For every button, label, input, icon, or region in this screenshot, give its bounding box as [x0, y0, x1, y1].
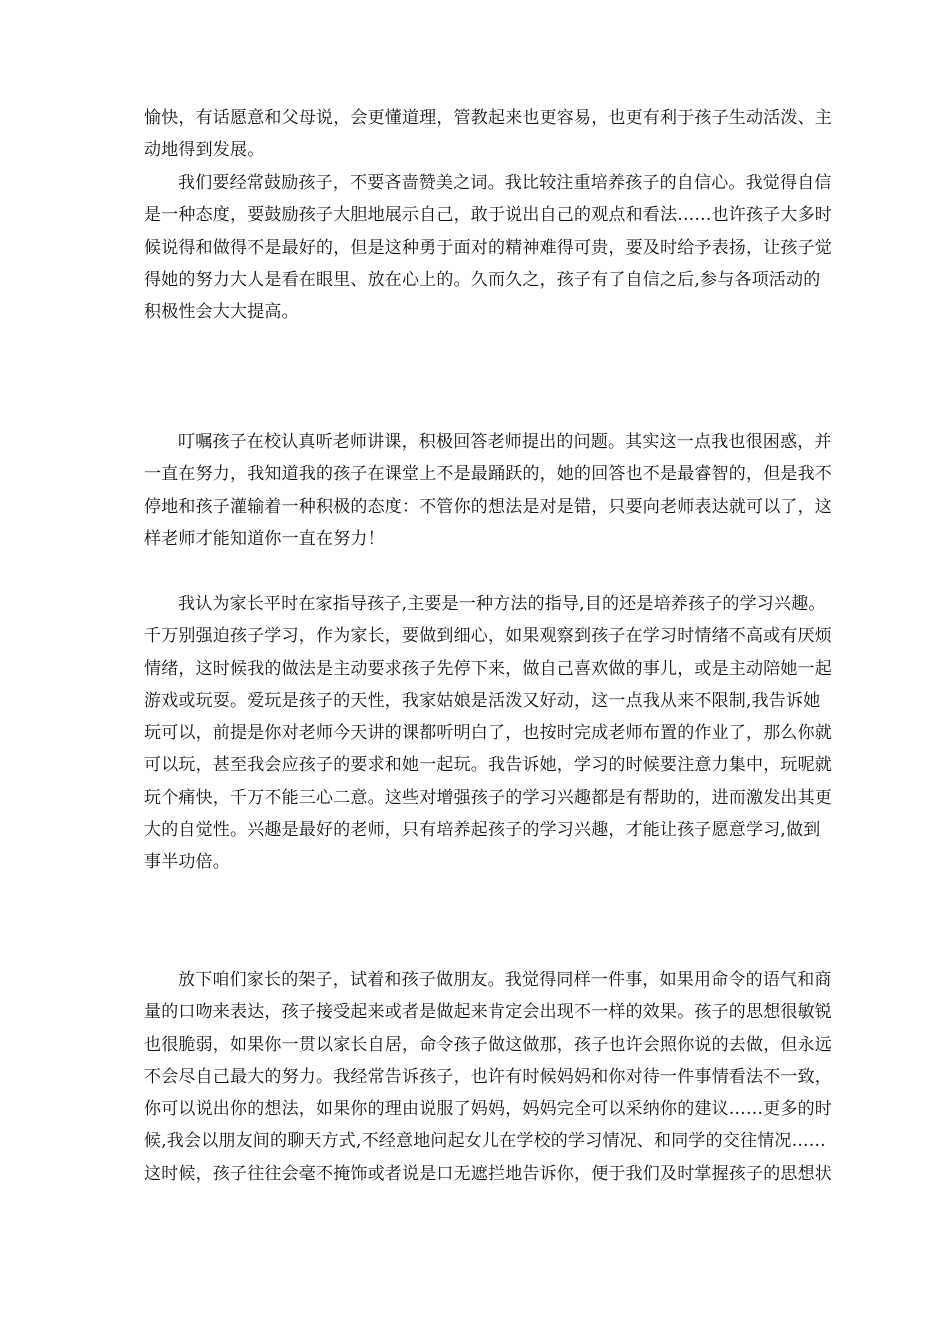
text-line: 玩个痛快，千万不能三心二意。这些对增强孩子的学习兴趣都是有帮助的，进而激发出其更	[144, 787, 832, 808]
text-line: 情绪，这时候我的做法是主动要求孩子先停下来，做自己喜欢做的事儿，或是主动陪她一起	[144, 658, 832, 679]
paragraph-2	[144, 167, 832, 328]
text-line: 一直在努力，我知道我的孩子在课堂上不是最踊跃的，她的回答也不是最睿智的，但是我不	[144, 464, 832, 485]
text-line: 我们要经常鼓励孩子，不要吝啬赞美之词。我比较注重培养孩子的自信心。我觉得自信	[178, 173, 832, 193]
text-line: 放下咱们家长的架子，试着和孩子做朋友。我觉得同样一件事，如果用命令的语气和商	[178, 970, 832, 990]
text-line: 这时候，孩子往往会毫不掩饰或者说是口无遮拦地告诉你，便于我们及时掌握孩子的思想状	[144, 1163, 832, 1184]
text-line: 叮嘱孩子在校认真听老师讲课，积极回答老师提出的问题。其实这一点我也很困惑，并	[178, 432, 832, 452]
text-line: 是一种态度，要鼓励孩子大胆地展示自己，敢于说出自己的观点和看法……也许孩子大多时	[144, 205, 832, 226]
text-line: 样老师才能知道你一直在努力！	[144, 528, 385, 549]
text-line: 我认为家长平时在家指导孩子,主要是一种方法的指导,目的还是培养孩子的学习兴趣。	[178, 594, 826, 614]
text-line: 积极性会大大提高。	[144, 302, 299, 323]
text-line: 动地得到发展。	[144, 140, 265, 161]
text-line: 停地和孩子灌输着一种积极的态度：不管你的想法是对是错，只要向老师表达就可以了，这	[144, 496, 832, 517]
text-line: 量的口吻来表达，孩子接受起来或者是做起来肯定会出现不一样的效果。孩子的思想很敏锐	[144, 1002, 832, 1023]
text-line: 你可以说出你的想法，如果你的理由说服了妈妈，妈妈完全可以采纳你的建议……更多的时	[144, 1099, 832, 1120]
text-line: 愉快，有话愿意和父母说，会更懂道理，管教起来也更容易，也更有利于孩子生动活泼、主	[144, 108, 832, 128]
text-line: 大的自觉性。兴趣是最好的老师，只有培养起孩子的学习兴趣，才能让孩子愿意学习,做到	[144, 820, 821, 841]
text-line: 候说得和做得不是最好的，但是这种勇于面对的精神难得可贵，要及时给予表扬，让孩子觉	[144, 237, 832, 258]
paragraph-1	[144, 102, 832, 167]
text-line: 也很脆弱，如果你一贯以家长自居，命令孩子做这做那，孩子也许会照你说的去做，但永远	[144, 1034, 832, 1055]
text-line: 游戏或玩耍。爱玩是孩子的天性，我家姑娘是活泼又好动，这一点我从来不限制,我告诉她	[144, 690, 821, 711]
paragraph-5	[144, 964, 832, 1190]
text-line: 可以玩，甚至我会应孩子的要求和她一起玩。我告诉她，学习的时候要注意力集中，玩呢就	[144, 755, 832, 776]
text-line: 得她的努力大人是看在眼里、放在心上的。久而久之，孩子有了自信之后,参与各项活动的	[144, 269, 821, 290]
paragraph-4	[144, 588, 832, 879]
text-line: 不会尽自己最大的努力。我经常告诉孩子，也许有时候妈妈和你对待一件事情看法不一致，	[144, 1066, 832, 1087]
text-line: 玩可以，前提是你对老师今天讲的课都听明白了，也按时完成老师布置的作业了，那么你就	[144, 723, 832, 744]
paragraph-3	[144, 426, 832, 555]
text-line: 千万别强迫孩子学习，作为家长，要做到细心，如果观察到孩子在学习时情绪不高或有厌烦	[144, 626, 832, 647]
text-line: 候,我会以朋友间的聊天方式,不经意地问起女儿在学校的学习情况、和同学的交往情况……	[144, 1131, 827, 1152]
text-line: 事半功倍。	[144, 852, 230, 873]
